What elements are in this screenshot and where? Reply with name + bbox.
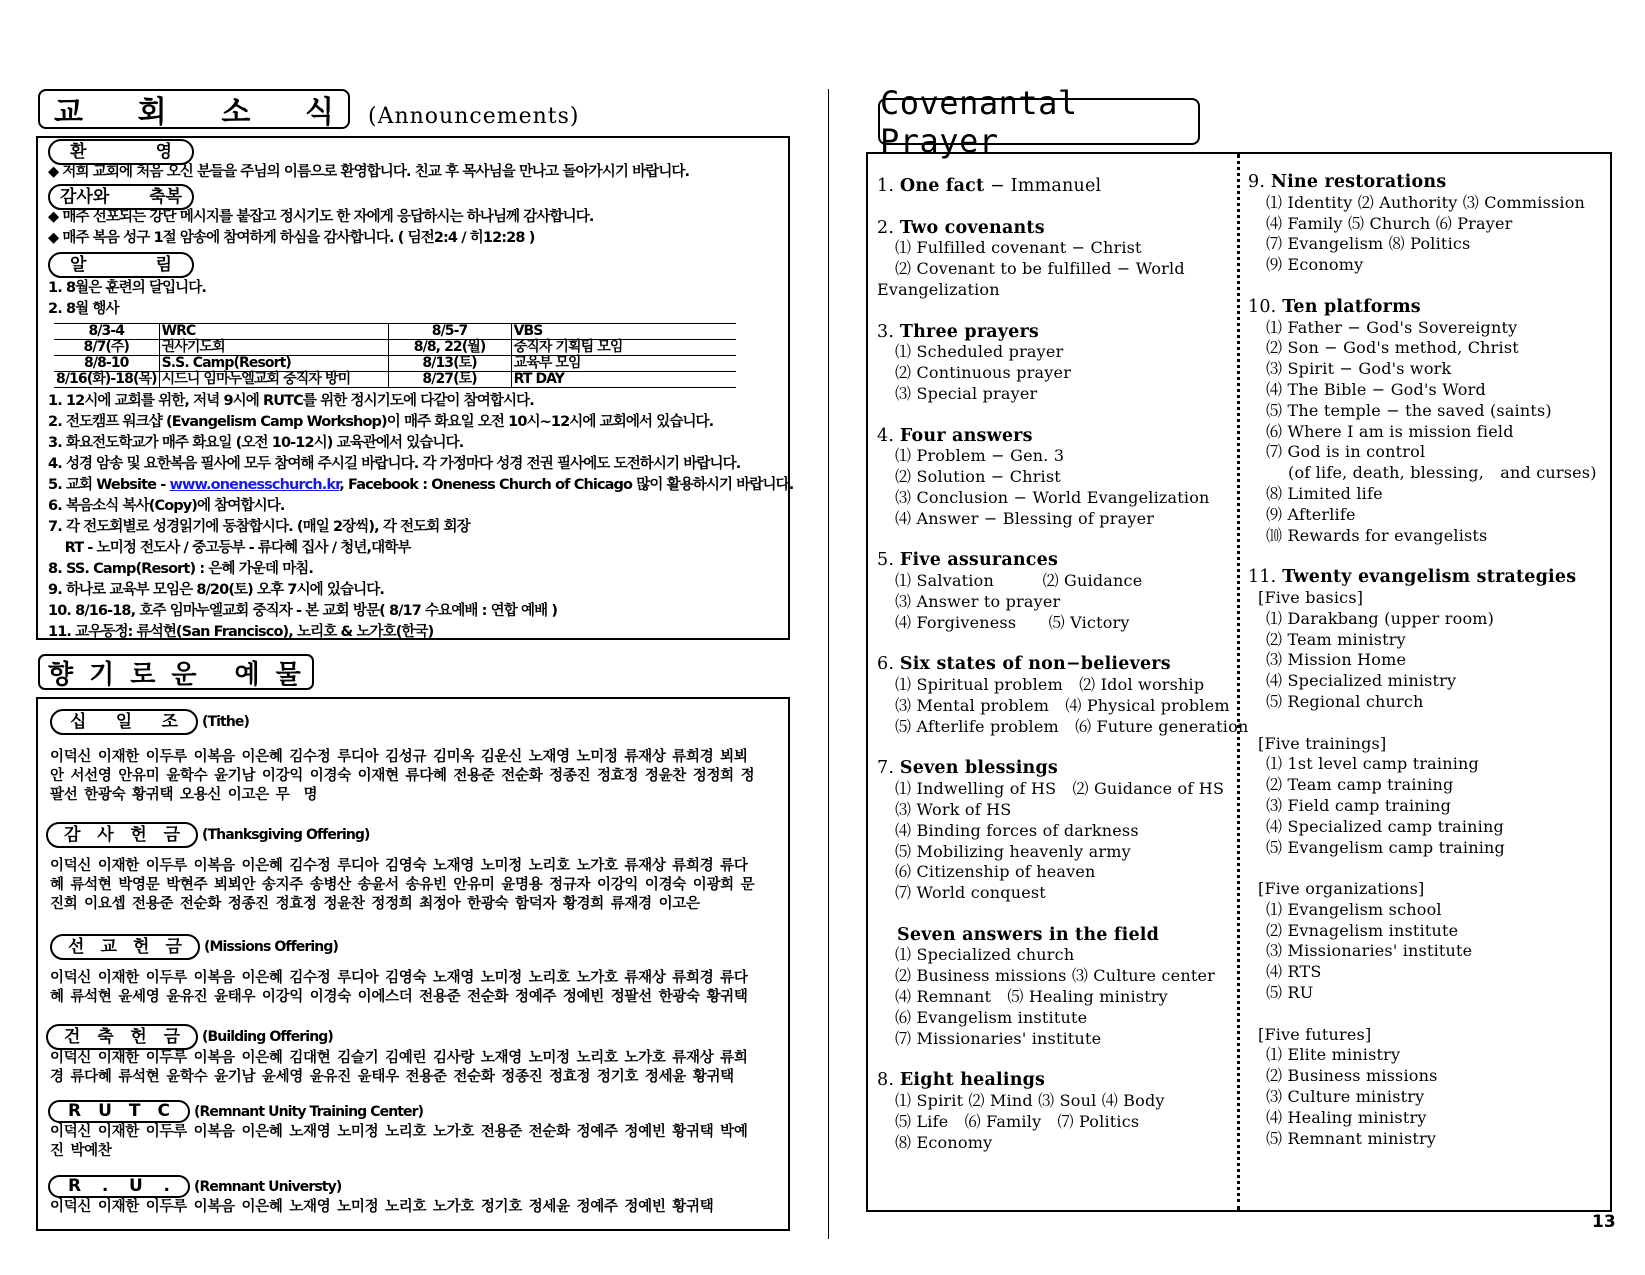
spacer: [1248, 1004, 1608, 1025]
thanksgiving-header: 감 사 헌 금 (Thanksgiving Offering): [46, 822, 370, 848]
prayer-item: ⑻ Limited life: [1266, 483, 1383, 503]
spacer: [877, 634, 1233, 655]
prayer-item: ⑸ Mobilizing heavenly army: [895, 841, 1131, 861]
event-date: 8/7(주): [54, 340, 159, 356]
prayer-item: ⑶ Conclusion − World Evangelization: [895, 487, 1210, 507]
prayer-item: ⑴ Problem − Gen. 3: [895, 446, 1065, 466]
spacer: [877, 405, 1233, 426]
prayer-item: ⑺ Evangelism ⑻ Politics: [1266, 234, 1471, 254]
website-link[interactable]: www.onenesschurch.kr: [169, 477, 340, 493]
prayer-item: ⑸ Life ⑹ Family ⑺ Politics: [895, 1111, 1140, 1131]
prayer-item: ⑶ Culture ministry: [1266, 1087, 1425, 1107]
event-name: RT DAY: [511, 372, 736, 388]
notice-item: 7. 각 전도회별로 성경읽기에 동참합시다. (매일 2장씩), 각 전도회 회장: [48, 519, 470, 535]
heading-number: 5.: [877, 550, 900, 571]
prayer-item: ⑼ Economy: [1266, 255, 1364, 275]
prayer-group-label: [Five futures]: [1258, 1024, 1372, 1044]
heading-text: Two covenants: [899, 217, 1045, 238]
prayer-item: ⑶ Missionaries' institute: [1266, 941, 1473, 961]
event-date: 8/5-7: [388, 324, 511, 340]
event-name: 시드니 임마누엘교회 중직자 방미: [159, 372, 388, 388]
prayer-heading: [877, 654, 1233, 675]
prayer-group-label: [Five basics]: [1258, 587, 1364, 607]
prayer-item: ⑸ Evangelism camp training: [1266, 837, 1505, 857]
notice-item: 11. 교우동정: 류석현(San Francisco), 노리호 & 노가호(한국): [48, 624, 434, 640]
prayer-item: ⑴ Specialized church: [895, 945, 1075, 965]
prayer-heading: [877, 426, 1233, 447]
event-name: VBS: [511, 324, 736, 340]
spacer: [1248, 276, 1608, 297]
page-number: 13: [1592, 1212, 1616, 1232]
spacer: [877, 1049, 1233, 1070]
prayer-item: ⑺ World conquest: [895, 883, 1046, 903]
prayer-item: ⑶ Spirit − God's work: [1266, 359, 1452, 379]
heading-text: Five assurances: [899, 550, 1059, 571]
prayer-heading: [877, 758, 1233, 779]
heading-text: Three prayers: [899, 321, 1039, 342]
prayer-group-label: [Five trainings]: [1258, 733, 1387, 753]
title-char: 향: [48, 659, 74, 690]
heading-number: 9.: [1248, 172, 1271, 192]
thanks-line: ◆ 매주 복음 성구 1절 암송에 참여하게 하심을 감사합니다. ( 딤전2:4 / 히12:28 ): [48, 230, 535, 246]
spacer: [877, 301, 1233, 322]
heading-rest: − Immanuel: [984, 176, 1102, 196]
event-date: 8/8-10: [54, 356, 159, 372]
prayer-item: ⑵ Evnagelism institute: [1266, 920, 1459, 940]
heading-number: 3.: [877, 321, 900, 342]
title-char: 교: [54, 95, 83, 130]
notice-intro: 2. 8월 행사: [48, 301, 119, 317]
table-row: [54, 324, 736, 340]
page-divider: [828, 89, 829, 1239]
missions-header: 선 교 헌 금 (Missions Offering): [50, 934, 338, 960]
heading-text: Ten platforms: [1282, 296, 1421, 317]
event-date: 8/16(화)-18(목): [54, 372, 159, 388]
prayer-item: ⑹ Where I am is mission field: [1266, 421, 1514, 441]
title-char: 회: [137, 95, 167, 130]
prayer-item: ⑵ Solution − Christ: [895, 467, 1061, 487]
spacer: [877, 530, 1233, 551]
heading-text: Six states of non−believers: [899, 654, 1171, 675]
prayer-item: ⑷ RTS: [1266, 962, 1322, 982]
notice-item: 1. 12시에 교회를 위한, 저녁 9시에 RUTC를 위한 정시기도에 다같이 참여합시다.: [48, 393, 534, 409]
prayer-item: ⑸ Remnant ministry: [1266, 1128, 1437, 1148]
label-char: 림: [155, 255, 172, 275]
prayer-item: ⑴ Scheduled prayer: [895, 342, 1064, 362]
prayer-heading: [877, 218, 1233, 239]
prayer-item: ⑴ Indwelling of HS ⑵ Guidance of HS: [895, 779, 1225, 799]
prayer-item: ⑷ The Bible − God's Word: [1266, 379, 1486, 399]
prayer-item: ⑸ Afterlife problem ⑹ Future generation: [895, 716, 1249, 736]
spacer: [877, 738, 1233, 759]
announcements-subtitle: (Announcements): [368, 104, 580, 129]
title-char: 기: [89, 659, 115, 690]
prayer-item: ⑸ RU: [1266, 983, 1314, 1003]
prayer-item: ⑴ Salvation ⑵ Guidance: [895, 571, 1143, 591]
label-char: 감사와: [60, 187, 110, 207]
title-char: 물: [275, 659, 301, 690]
prayer-heading: [1248, 172, 1608, 193]
prayer-item: ⑷ Forgiveness ⑸ Victory: [895, 612, 1130, 632]
prayer-item: ⑷ Remnant ⑸ Healing ministry: [895, 987, 1168, 1007]
prayer-heading: [877, 322, 1233, 343]
prayer-item: ⑽ Rewards for evangelists: [1266, 525, 1488, 545]
heading-number: 6.: [877, 654, 900, 675]
label-char: 환: [70, 142, 87, 162]
prayer-item: ⑸ The temple − the saved (saints): [1266, 400, 1552, 420]
heading-text: One fact: [899, 176, 985, 196]
rutc-names: 이덕신 이재한 이두루 이복음 이은혜 노재영 노미정 노리호 노가호 전용준 전순화 정예주 정예빈 황귀택 박예진 박예찬: [50, 1124, 748, 1159]
event-date: 8/8, 22(월): [388, 340, 511, 356]
notice-intro: 1. 8월은 훈련의 달입니다.: [48, 280, 207, 296]
spacer: [877, 904, 1233, 925]
heading-number: 4.: [877, 425, 900, 446]
notice-item: 8. SS. Camp(Resort) : 은혜 가운데 마침.: [48, 561, 314, 577]
prayer-item: ⑴ Spiritual problem ⑵ Idol worship: [895, 675, 1205, 695]
prayer-item: ⑴ 1st level camp training: [1266, 754, 1479, 774]
rutc-header: R U T C (Remnant Unity Training Center): [48, 1100, 423, 1123]
prayer-item: ⑵ Business missions: [1266, 1066, 1438, 1086]
notice-item-website: 5. 교회 Website - www.onenesschurch.kr, Facebook : Oneness Church of Chicago 많이 활용하시기 바랍니다.: [48, 477, 794, 493]
missions-names: 이덕신 이재한 이두루 이복음 이은혜 김수정 루디아 김영숙 노재영 노미정 노리호 노가호 류재상 류희경 류다혜 류석현 윤세영 윤유진 윤태우 이강익 이경숙 이에스더 전용준 전순화 정예주 정예빈 정팔선 한광숙 황귀택: [50, 970, 748, 1005]
notice-item: 10. 8/16-18, 호주 임마누엘교회 중직자 - 본 교회 방문( 8/17 수요예배 : 연합 예배 ): [48, 603, 558, 619]
announcements-title: [38, 89, 350, 129]
heading-text: Seven blessings: [899, 758, 1058, 779]
prayer-group-label: [Five organizations]: [1258, 879, 1425, 899]
prayer-item: ⑷ Healing ministry: [1266, 1107, 1427, 1127]
prayer-column-1: [877, 176, 1249, 1153]
heading-number: 11.: [1248, 567, 1283, 588]
events-table: [54, 323, 736, 388]
covenantal-prayer-title: Covenantal Prayer: [878, 98, 1200, 145]
event-date: 8/3-4: [54, 324, 159, 340]
title-char: 운: [171, 659, 197, 690]
title-char: 로: [130, 659, 156, 690]
prayer-subheading: Seven answers in the field: [897, 924, 1160, 945]
prayer-heading: [877, 176, 1233, 197]
offering-title: [38, 654, 314, 690]
dotted-column-divider: [1237, 154, 1240, 1210]
spacer: [877, 197, 1233, 218]
prayer-heading: [1248, 567, 1608, 588]
heading-text: Nine restorations: [1270, 172, 1447, 192]
prayer-item: ⑵ Team camp training: [1266, 775, 1454, 795]
prayer-item: (of life, death, blessing, and curses): [1288, 463, 1597, 483]
label-char: 영: [155, 142, 172, 162]
event-name: 권사기도회: [159, 340, 388, 356]
table-row: [54, 356, 736, 372]
prayer-item: ⑹ Citizenship of heaven: [895, 862, 1096, 882]
title-char: 식: [305, 95, 334, 130]
event-name: 교육부 모임: [511, 356, 736, 372]
prayer-item: ⑴ Fulfilled covenant − Christ: [895, 238, 1142, 258]
thanksgiving-names: 이덕신 이재한 이두루 이복음 이은혜 김수정 루디아 김영숙 노재영 노미정 노리호 노가호 류재상 류희경 류다혜 류석현 박영문 박현주 뵈뵈안 송지주 송병산 송윤서 송유빈 안유미 윤명용 정규자 이강익 이경숙 이광희 문진희 이요셉 전용준 전순화 정종진 정효정 정윤찬 정정희 최정아 한광숙 함덕자 황경희 류재경 이고은: [50, 858, 755, 912]
prayer-item: Evangelization: [877, 279, 1000, 299]
thanks-line: ◆ 매주 선포되는 강단 메시지를 붙잡고 정시기도 한 자에게 응답하시는 하나님께 감사합니다.: [48, 209, 594, 225]
prayer-item: ⑵ Son − God's method, Christ: [1266, 338, 1519, 358]
spacer: [1248, 713, 1608, 734]
heading-text: Twenty evangelism strategies: [1282, 567, 1577, 588]
tithe-header: 십 일 조 (Tithe): [50, 709, 249, 735]
prayer-item: ⑴ Spirit ⑵ Mind ⑶ Soul ⑷ Body: [895, 1091, 1165, 1111]
spacer: [1248, 546, 1608, 567]
event-date: 8/27(토): [388, 372, 511, 388]
heading-number: 8.: [877, 1070, 900, 1091]
notice-label: [48, 252, 194, 278]
prayer-item: ⑺ God is in control: [1266, 442, 1426, 462]
label-char: 알: [70, 255, 87, 275]
prayer-item: ⑷ Binding forces of darkness: [895, 820, 1139, 840]
building-names: 이덕신 이재한 이두루 이복음 이은혜 김대현 김슬기 김예린 김사랑 노재영 노미정 노리호 노가호 류재상 류희경 류다혜 류석현 윤학수 윤기남 윤세영 윤유진 윤태우 전용준 전순화 정종진 정효정 정기호 정세윤 황귀택: [50, 1050, 748, 1085]
prayer-item: ⑵ Continuous prayer: [895, 363, 1072, 383]
notice-item: 6. 복음소식 복사(Copy)에 참여합시다.: [48, 498, 285, 514]
prayer-item: ⑴ Identity ⑵ Authority ⑶ Commission: [1266, 192, 1586, 212]
event-date: 8/13(토): [388, 356, 511, 372]
notice-item: 2. 전도캠프 워크샵 (Evangelism Camp Workshop)이 매주 화요일 오전 10시~12시에 교회에서 있습니다.: [48, 414, 714, 430]
prayer-item: ⑶ Work of HS: [895, 799, 1012, 819]
prayer-heading: [877, 550, 1233, 571]
heading-number: 10.: [1248, 296, 1283, 317]
event-name: 중직자 기획팀 모임: [511, 340, 736, 356]
prayer-item: ⑶ Mission Home: [1266, 650, 1407, 670]
prayer-item: ⑷ Specialized ministry: [1266, 671, 1457, 691]
heading-number: 7.: [877, 758, 900, 779]
prayer-item: ⑷ Answer − Blessing of prayer: [895, 508, 1155, 528]
prayer-item: ⑴ Father − God's Sovereignty: [1266, 317, 1518, 337]
prayer-item: ⑷ Specialized camp training: [1266, 816, 1504, 836]
prayer-heading: [877, 1070, 1233, 1091]
ru-header: R . U . (Remnant Universty): [48, 1175, 341, 1198]
notice-item: 4. 성경 암송 및 요한복음 필사에 모두 참여해 주시길 바랍니다. 각 가정마다 성경 전권 필사에도 도전하시기 바랍니다.: [48, 456, 741, 472]
heading-text: Eight healings: [899, 1070, 1046, 1091]
tithe-names: 이덕신 이재한 이두루 이복음 이은혜 김수정 루디아 김성규 김미옥 김운신 노재영 노미정 류재상 류희경 뵈뵈안 서선영 안유미 윤학수 윤기남 이강익 이경숙 이재현 류다혜 전용준 전순화 정종진 정효정 정윤찬 정정희 정팔선 한광숙 황귀택 오용신 이고은 무 명: [50, 749, 755, 803]
prayer-item: ⑻ Economy: [895, 1132, 993, 1152]
ru-names: 이덕신 이재한 이두루 이복음 이은혜 노재영 노미정 노리호 노가호 정기호 정세윤 정예주 정예빈 황귀택: [50, 1199, 714, 1215]
prayer-item: ⑴ Darakbang (upper room): [1266, 608, 1495, 628]
prayer-item: ⑵ Business missions ⑶ Culture center: [895, 966, 1215, 986]
prayer-item: ⑶ Special prayer: [895, 383, 1038, 403]
prayer-item: ⑶ Answer to prayer: [895, 591, 1061, 611]
prayer-item: ⑼ Afterlife: [1266, 504, 1356, 524]
notice-item: 3. 화요전도학교가 매주 화요일 (오전 10-12시) 교육관에서 있습니다.: [48, 435, 464, 451]
prayer-item: ⑺ Missionaries' institute: [895, 1028, 1102, 1048]
heading-number: 2.: [877, 217, 900, 238]
welcome-text: ◆ 저희 교회에 처음 오신 분들을 주님의 이름으로 환영합니다. 친교 후 목사님을 만나고 돌아가시기 바랍니다.: [48, 164, 690, 180]
prayer-item: ⑶ Mental problem ⑷ Physical problem: [895, 695, 1230, 715]
prayer-item: ⑴ Elite ministry: [1266, 1045, 1401, 1065]
prayer-item: ⑶ Field camp training: [1266, 795, 1452, 815]
title-char: 소: [221, 95, 251, 130]
heading-number: 1.: [877, 176, 900, 196]
heading-text: Four answers: [899, 425, 1033, 446]
event-name: S.S. Camp(Resort): [159, 356, 388, 372]
label-char: 축복: [149, 187, 182, 207]
prayer-heading: [1248, 297, 1608, 318]
table-row: [54, 372, 736, 388]
spacer: [1248, 858, 1608, 879]
prayer-item: ⑵ Covenant to be fulfilled − World: [895, 259, 1185, 279]
prayer-item: ⑸ Regional church: [1266, 691, 1424, 711]
building-header: 건 축 헌 금 (Building Offering): [46, 1024, 333, 1050]
prayer-item: ⑹ Evangelism institute: [895, 1007, 1088, 1027]
prayer-column-2: [1248, 172, 1608, 1149]
prayer-item: ⑷ Family ⑸ Church ⑹ Prayer: [1266, 213, 1513, 233]
notice-item: RT - 노미정 전도사 / 중고등부 - 류다혜 집사 / 청년,대학부: [48, 540, 411, 556]
prayer-item: ⑴ Evangelism school: [1266, 899, 1442, 919]
event-name: WRC: [159, 324, 388, 340]
prayer-item: ⑵ Team ministry: [1266, 629, 1406, 649]
table-row: [54, 340, 736, 356]
title-char: 예: [234, 659, 260, 690]
notice-item: 9. 하나로 교육부 모임은 8/20(토) 오후 7시에 있습니다.: [48, 582, 384, 598]
